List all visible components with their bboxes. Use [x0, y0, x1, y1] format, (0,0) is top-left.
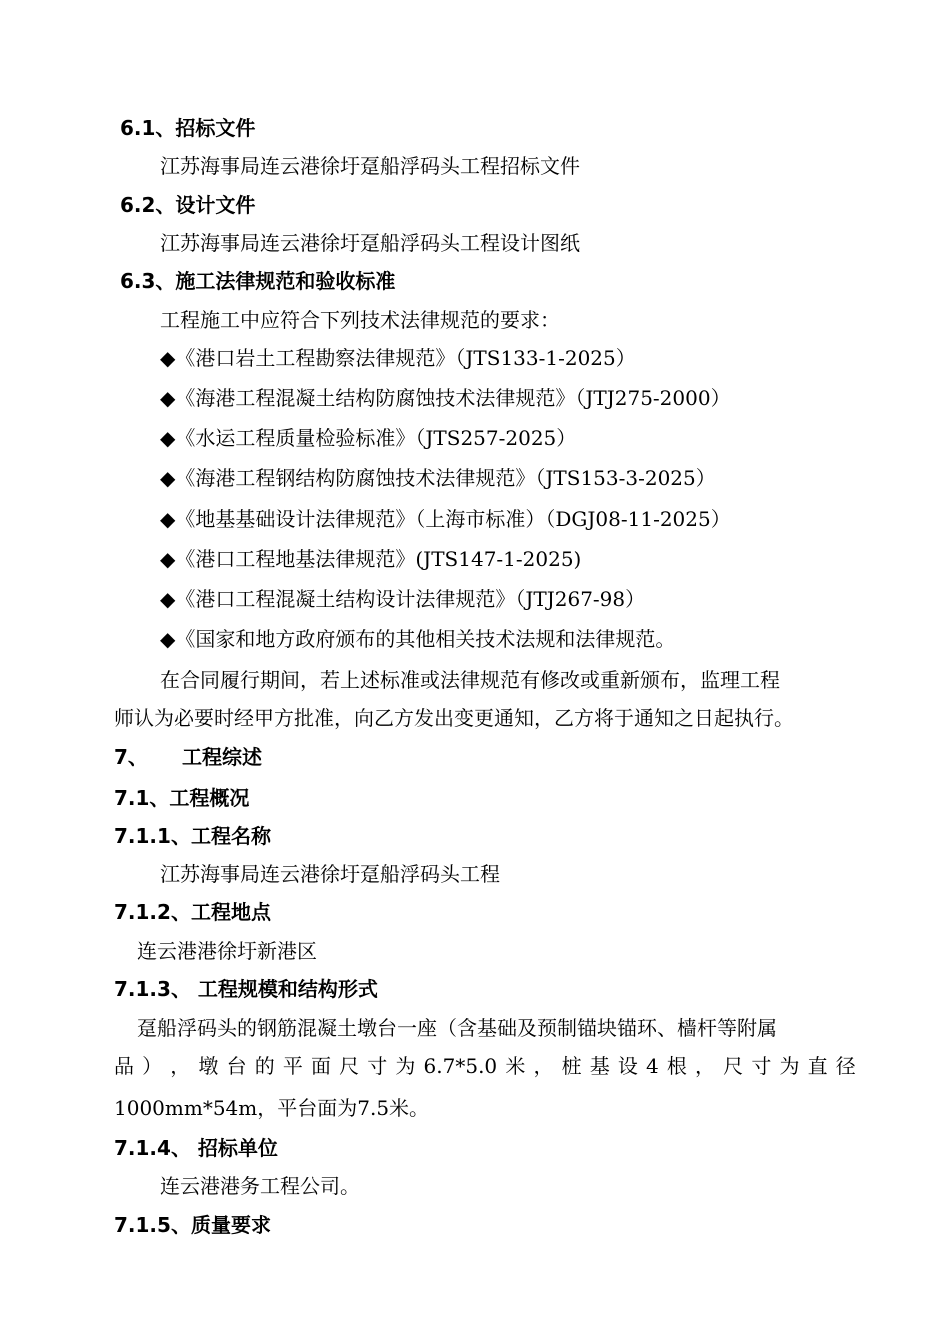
paragraph-line: 师认为必要时经甲方批准，向乙方发出变更通知，乙方将于通知之日起执行。 [114, 706, 794, 730]
heading-7-1-4: 7.1.4、 招标单位 [114, 1136, 278, 1160]
justified-word: 米 [505, 1054, 526, 1078]
heading-6-2: 6.2、设计文件 [120, 193, 256, 217]
justified-word: 为 [395, 1054, 416, 1078]
list-item: ◆《地基基础设计法律规范》（上海市标准）（DGJ08-11-2025） [160, 507, 731, 531]
heading-7-1-2: 7.1.2、工程地点 [114, 900, 271, 924]
list-item: ◆《港口工程地基法律规范》(JTS147-1-2025) [160, 547, 582, 571]
justified-word: 基 [589, 1054, 610, 1078]
justified-word: ， [695, 1054, 716, 1078]
list-item: ◆《国家和地方政府颁布的其他相关技术法规和法律规范。 [160, 627, 676, 651]
justified-word: 桩 [561, 1054, 582, 1078]
body-7-1-2: 连云港港徐圩新港区 [137, 939, 317, 963]
justified-word: ， [170, 1054, 191, 1078]
justified-word: 径 [835, 1054, 856, 1078]
justified-word: 寸 [367, 1054, 388, 1078]
list-item: ◆《海港工程钢结构防腐蚀技术法律规范》（JTS153-3-2025） [160, 466, 716, 490]
paragraph-line-justified [114, 1052, 856, 1080]
intro-6-3: 工程施工中应符合下列技术法律规范的要求： [160, 308, 560, 332]
justified-word: 6.7*5.0 [423, 1054, 498, 1078]
heading-6-1: 6.1、招标文件 [120, 116, 256, 140]
justified-word: 面 [310, 1054, 331, 1078]
heading-6-3: 6.3、施工法律规范和验收标准 [120, 269, 396, 293]
justified-word: 台 [226, 1054, 247, 1078]
justified-word: 为 [779, 1054, 800, 1078]
justified-word: ） [142, 1054, 163, 1078]
paragraph-line: 在合同履行期间，若上述标准或法律规范有修改或重新颁布，监理工程 [160, 668, 780, 692]
justified-word: 直 [807, 1054, 828, 1078]
body-6-2: 江苏海事局连云港徐圩趸船浮码头工程设计图纸 [160, 231, 580, 255]
justified-word: 尺 [339, 1054, 360, 1078]
paragraph-line: 趸船浮码头的钢筋混凝土墩台一座（含基础及预制锚块锚环、樯杆等附属 [137, 1016, 777, 1040]
list-item: ◆《水运工程质量检验标准》（JTS257-2025） [160, 426, 577, 450]
heading-7-1-3: 7.1.3、 工程规模和结构形式 [114, 977, 378, 1001]
body-7-1-1: 江苏海事局连云港徐圩趸船浮码头工程 [160, 862, 500, 886]
paragraph-line: 1000mm*54m，平台面为7.5米。 [114, 1096, 430, 1120]
justified-word: 平 [282, 1054, 303, 1078]
justified-word: 设 [617, 1054, 638, 1078]
heading-7-1: 7.1、工程概况 [114, 786, 250, 810]
heading-7-1-1: 7.1.1、工程名称 [114, 824, 271, 848]
list-item: ◆《港口工程混凝土结构设计法律规范》（JTJ267-98） [160, 587, 646, 611]
justified-word: 尺 [723, 1054, 744, 1078]
list-item: ◆《港口岩土工程勘察法律规范》（JTS133-1-2025） [160, 346, 636, 370]
heading-7-1-5: 7.1.5、质量要求 [114, 1213, 271, 1237]
body-6-1: 江苏海事局连云港徐圩趸船浮码头工程招标文件 [160, 154, 580, 178]
justified-word: 根 [666, 1054, 687, 1078]
justified-word: 的 [254, 1054, 275, 1078]
justified-word: 品 [114, 1054, 134, 1078]
justified-word: 4 [646, 1054, 659, 1078]
justified-word: 寸 [751, 1054, 772, 1078]
heading-7-number: 7、 [114, 745, 148, 769]
heading-7-title: 工程综述 [182, 745, 262, 769]
list-item: ◆《海港工程混凝土结构防腐蚀技术法律规范》（JTJ275-2000） [160, 386, 731, 410]
justified-word: ， [533, 1054, 554, 1078]
justified-word: 墩 [198, 1054, 219, 1078]
body-7-1-4: 连云港港务工程公司。 [160, 1174, 360, 1198]
